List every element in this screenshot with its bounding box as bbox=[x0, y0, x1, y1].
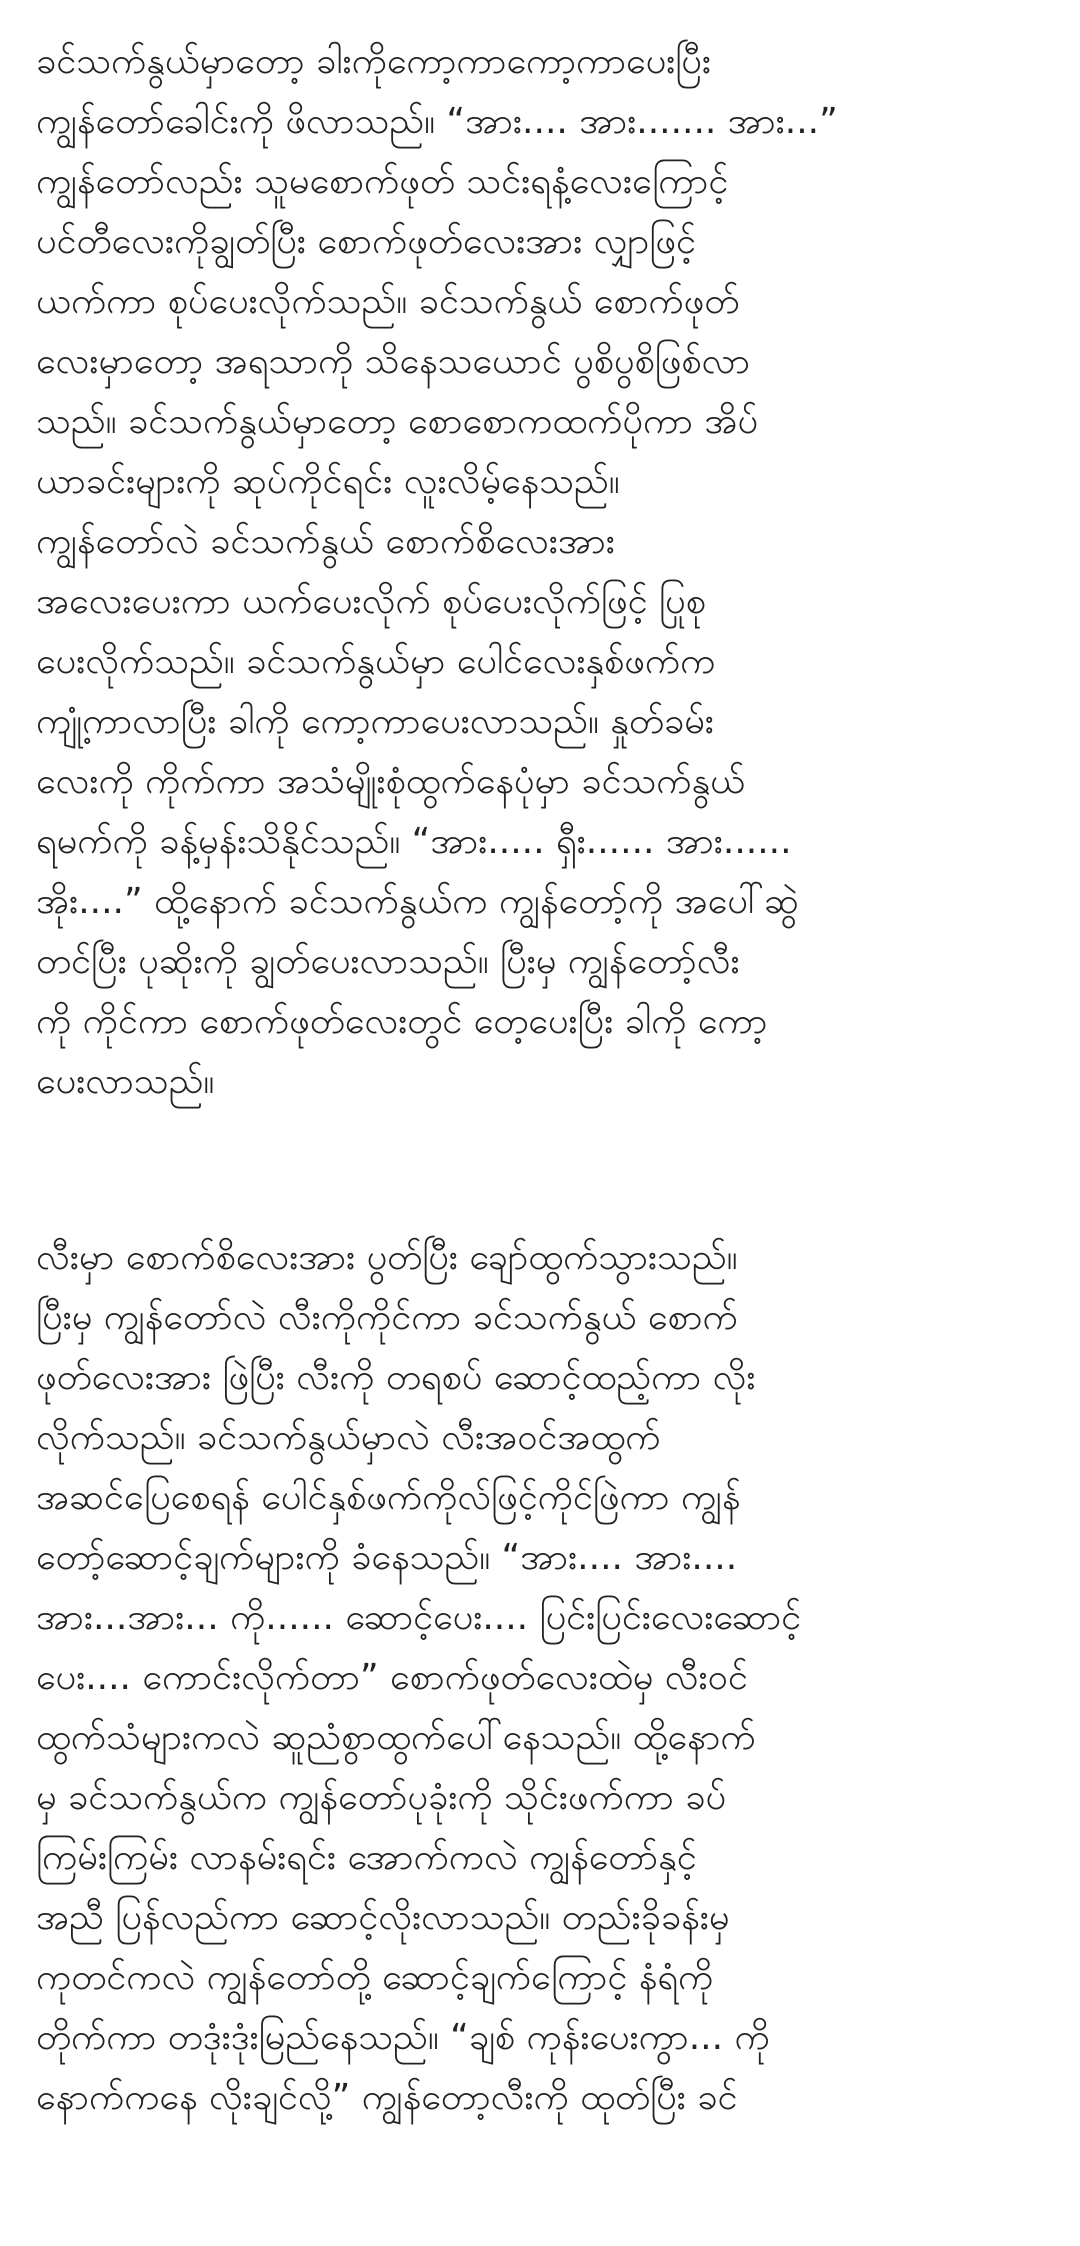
text-line: နောက်ကနေ လိုးချင်လို့” ကျွန်တော့လီးကို ထုတ်ပြီး ခင် bbox=[36, 2077, 738, 2118]
text-line: ကျွန်တော်ခေါင်းကို ဖိလာသည်။ “အား.... အား....... အား...” bbox=[36, 101, 838, 142]
text-line: ကို ကိုင်ကာ စောက်ဖုတ်လေးတွင် တေ့ပေးပြီး ခါကို ကော့ bbox=[36, 1001, 768, 1042]
text-line: အညီ ပြန်လည်ကာ ဆောင့်လိုးလာသည်။ တည်းခိုခန်းမှ bbox=[36, 1897, 730, 1938]
text-line: ကျုံ့ကာလာပြီး ခါကို ကော့ကာပေးလာသည်။ နှုတ်ခမ်း bbox=[36, 701, 714, 742]
text-line bbox=[36, 2128, 1046, 2188]
text-line: အိုး....” ထို့နောက် ခင်သက်နွယ်က ကျွန်တော့်ကို အပေါ်ဆွဲ bbox=[36, 881, 799, 922]
text-line: ယက်ကာ စုပ်ပေးလိုက်သည်။ ခင်သက်နွယ် စောက်ဖုတ် bbox=[36, 281, 740, 322]
text-line: ထွက်သံများကလဲ ဆူညံစွာထွက်ပေါ်နေသည်။ ထို့နောက် bbox=[36, 1717, 756, 1758]
text-line: ကျွန်တော်လဲ ခင်သက်နွယ် စောက်စိလေးအား bbox=[36, 521, 615, 562]
paragraph bbox=[36, 0, 1046, 1112]
text-line: အဆင်ပြေစေရန် ပေါင်နှစ်ဖက်ကိုလ်ဖြင့်ကိုင်ဖြဲကာ ကျွန် bbox=[36, 1477, 741, 1518]
text-line: မှ ခင်သက်နွယ်က ကျွန်တော်ပုခုံးကို သိုင်းဖက်ကာ ခပ် bbox=[36, 1777, 726, 1818]
text-line: ယာခင်းများကို ဆုပ်ကိုင်ရင်း လူးလိမ့်နေသည်။ bbox=[36, 461, 620, 502]
text-line: အား...အား... ကို...... ဆောင့်ပေး.... ပြင်းပြင်းလေးဆောင့် bbox=[36, 1597, 802, 1638]
text-line: လီးမှာ စောက်စိလေးအား ပွတ်ပြီး ချော်ထွက်သွားသည်။ bbox=[36, 1237, 738, 1278]
text-line: ကြမ်းကြမ်း လာနမ်းရင်း အောက်ကလဲ ကျွန်တော်နှင့် bbox=[36, 1837, 697, 1878]
text-line: တင်ပြီး ပုဆိုးကို ချွတ်ပေးလာသည်။ ပြီးမှ ကျွန်တော့်လီး bbox=[36, 941, 740, 982]
paragraph bbox=[36, 1228, 1046, 2188]
text-line: တိုက်ကာ တဒုံးဒုံးမြည်နေသည်။ “ချစ် ကုန်းပေးကွာ... ကို bbox=[36, 2017, 770, 2058]
text-line: လေးမှာတော့ အရသာကို သိနေသယောင် ပွစိပွစိဖြစ်လာ bbox=[36, 341, 751, 382]
text-line: ပြီးမှ ကျွန်တော်လဲ လီးကိုကိုင်ကာ ခင်သက်နွယ် စောက် bbox=[36, 1297, 738, 1338]
text-line: လိုက်သည်။ ခင်သက်နွယ်မှာလဲ လီးအဝင်အထွက် bbox=[36, 1417, 661, 1458]
text-line: ပေးလိုက်သည်။ ခင်သက်နွယ်မှာ ပေါင်လေးနှစ်ဖက်က bbox=[36, 641, 716, 682]
text-line: ရမက်ကို ခန့်မှန်းသိနိုင်သည်။ “အား..... ရှီး...... အား...... bbox=[36, 821, 792, 862]
text-line: ပင်တီလေးကိုချွတ်ပြီး စောက်ဖုတ်လေးအား လျှာဖြင့် bbox=[36, 221, 696, 262]
text-line: တော့်ဆောင့်ချက်များကို ခံနေသည်။ “အား.... အား.... bbox=[36, 1537, 738, 1578]
text-line bbox=[36, 0, 1046, 32]
text-line: ကျွန်တော်လည်း သူမစောက်ဖုတ် သင်းရနံ့လေးကြောင့် bbox=[36, 161, 729, 202]
text-line: ပေးလာသည်။ bbox=[36, 1061, 215, 1102]
text-line: သည်။ ခင်သက်နွယ်မှာတော့ စောစောကထက်ပိုကာ အိပ် bbox=[36, 401, 758, 442]
text-line: လေးကို ကိုက်ကာ အသံမျိုးစုံထွက်နေပုံမှာ ခင်သက်နွယ် bbox=[36, 761, 746, 802]
text-line: ကုတင်ကလဲ ကျွန်တော်တို့ ဆောင့်ချက်ကြောင့် နံရံကို bbox=[36, 1957, 714, 1998]
text-line: ဖုတ်လေးအား ဖြဲပြီး လီးကို တရစပ် ဆောင့်ထည့်ကာ လိုး bbox=[36, 1357, 756, 1398]
text-line: ခင်သက်နွယ်မှာတော့ ခါးကိုကော့ကာကော့ကာပေးပြီး bbox=[36, 41, 711, 82]
text-line: အလေးပေးကာ ယက်ပေးလိုက် စုပ်ပေးလိုက်ဖြင့် ပြုစု bbox=[36, 581, 706, 622]
text-line: ပေး.... ကောင်းလိုက်တာ” စောက်ဖုတ်လေးထဲမှ လီးဝင် bbox=[36, 1657, 748, 1698]
